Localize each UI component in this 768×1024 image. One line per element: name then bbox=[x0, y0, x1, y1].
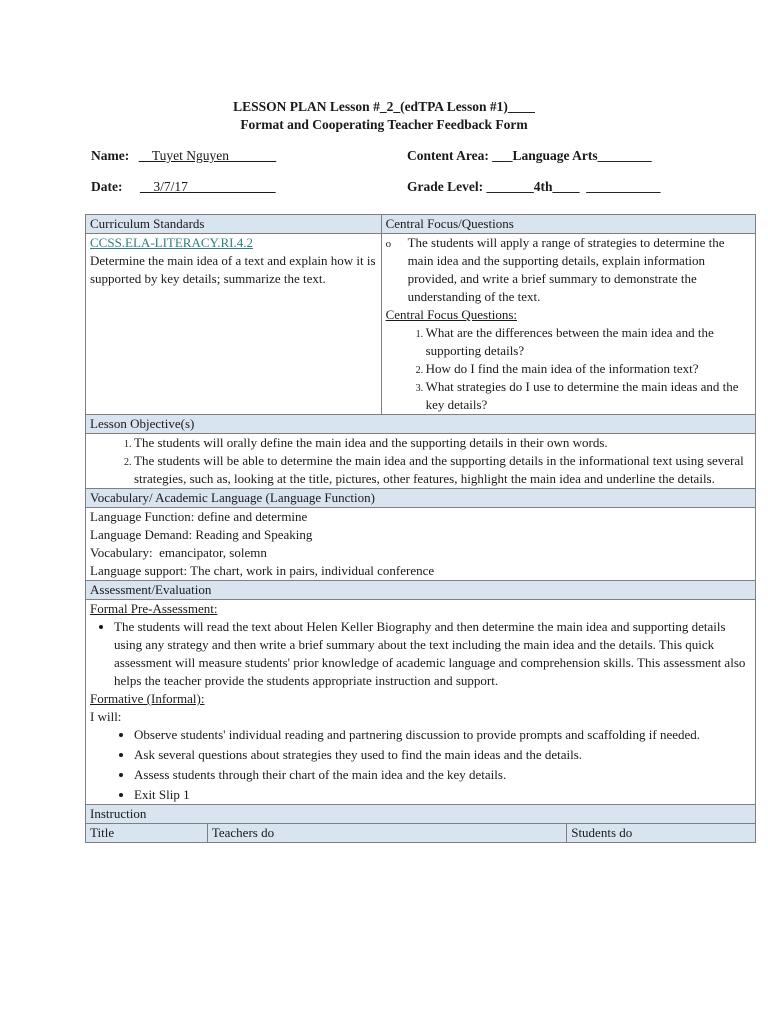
instruction-column-teachers-do: Teachers do bbox=[207, 824, 566, 843]
content-area-label: Content Area: bbox=[407, 148, 489, 163]
name-value: Tuyet Nguyen bbox=[138, 148, 277, 163]
grade-level-value: _______4th____ ___________ bbox=[486, 179, 661, 194]
date-label: Date: bbox=[91, 179, 123, 194]
instruction-column-students-do: Students do bbox=[567, 824, 756, 843]
lesson-objectives-header: Lesson Objective(s) bbox=[86, 415, 756, 434]
grade-level-label: Grade Level: bbox=[407, 179, 484, 194]
vocabulary-line: Vocabulary: emancipator, solemn bbox=[90, 545, 267, 560]
curriculum-standards-cell bbox=[86, 234, 382, 415]
assessment-cell bbox=[86, 600, 756, 805]
central-focus-questions-list bbox=[386, 324, 751, 414]
content-area-value: ___Language Arts________ bbox=[492, 148, 652, 163]
language-support-line: Language support: The chart, work in pairs, individual conference bbox=[90, 563, 435, 578]
date-value: 3/7/17 bbox=[139, 179, 276, 194]
vocabulary-header: Vocabulary/ Academic Language (Language Function) bbox=[86, 489, 756, 508]
list-item: 2. How do I find the main idea of the information text? bbox=[426, 360, 751, 378]
grade-level-field bbox=[407, 179, 661, 195]
list-item: • Observe students' individual reading and partnering discussion to provide prompts and scaffolding if needed. bbox=[134, 726, 751, 744]
central-focus-cell bbox=[381, 234, 755, 415]
i-will-label: I will: bbox=[90, 709, 122, 724]
instruction-column-title: Title bbox=[86, 824, 208, 843]
lesson-plan-table bbox=[85, 214, 756, 843]
lesson-objectives-cell bbox=[86, 434, 756, 489]
language-function-line: Language Function: define and determine bbox=[90, 509, 308, 524]
standard-text: Determine the main idea of a text and explain how it is supported by key details; summarize the text. bbox=[90, 253, 376, 286]
lesson-objectives-list bbox=[90, 434, 751, 488]
formative-assessment-label: Formative (Informal): bbox=[90, 691, 205, 706]
circle-bullet-icon: o bbox=[385, 238, 392, 250]
list-item: • The students will read the text about Helen Keller Biography and then determine the main idea and supporting details using any strategy and then write a brief summary about the text including the main idea and the details. This quick assessment will measure students' prior knowledge of academic language and comprehension skills. This assessment also helps the teacher provide the students appropriate instruction and support. bbox=[114, 618, 751, 690]
standard-code-link[interactable]: CCSS.ELA-LITERACY.RI.4.2 bbox=[90, 235, 253, 250]
form-subtitle: Format and Cooperating Teacher Feedback Form bbox=[240, 117, 528, 132]
list-item: 1. What are the differences between the main idea and the supporting details? bbox=[426, 324, 751, 360]
vocabulary-cell bbox=[86, 508, 756, 581]
date-field bbox=[91, 179, 276, 195]
name-field bbox=[91, 148, 276, 164]
curriculum-standards-header: Curriculum Standards bbox=[86, 215, 382, 234]
name-label: Name: bbox=[91, 148, 130, 163]
assessment-header: Assessment/Evaluation bbox=[86, 581, 756, 600]
central-focus-statement: The students will apply a range of strategies to determine the main idea and the supporting details, explain information provided, and write a brief summary to demonstrate the understanding of the text. bbox=[407, 235, 725, 304]
list-item: • Assess students through their chart of the main idea and the key details. bbox=[134, 766, 751, 784]
central-focus-header: Central Focus/Questions bbox=[381, 215, 755, 234]
language-demand-line: Language Demand: Reading and Speaking bbox=[90, 527, 313, 542]
list-item: 3. What strategies do I use to determine the main ideas and the key details? bbox=[426, 378, 751, 414]
lesson-plan-title: LESSON PLAN Lesson #_2_(edTPA Lesson #1)____ bbox=[233, 99, 535, 114]
content-area-field bbox=[407, 148, 652, 164]
instruction-header: Instruction bbox=[86, 805, 756, 824]
central-focus-questions-label: Central Focus Questions: bbox=[385, 307, 517, 322]
formative-assessment-list bbox=[90, 726, 751, 804]
list-item: • Exit Slip 1 bbox=[134, 786, 751, 804]
formal-pre-assessment-label: Formal Pre-Assessment: bbox=[90, 601, 218, 616]
list-item: • Ask several questions about strategies they used to find the main ideas and the details. bbox=[134, 746, 751, 764]
list-item: 2. The students will be able to determine the main idea and the supporting details in the informational text using several strategies, such as, looking at the title, pictures, other features, highlight the main idea and underline the details. bbox=[134, 452, 751, 488]
formal-assessment-list bbox=[90, 618, 751, 690]
list-item: 1. The students will orally define the main idea and the supporting details in their own words. bbox=[134, 434, 751, 452]
